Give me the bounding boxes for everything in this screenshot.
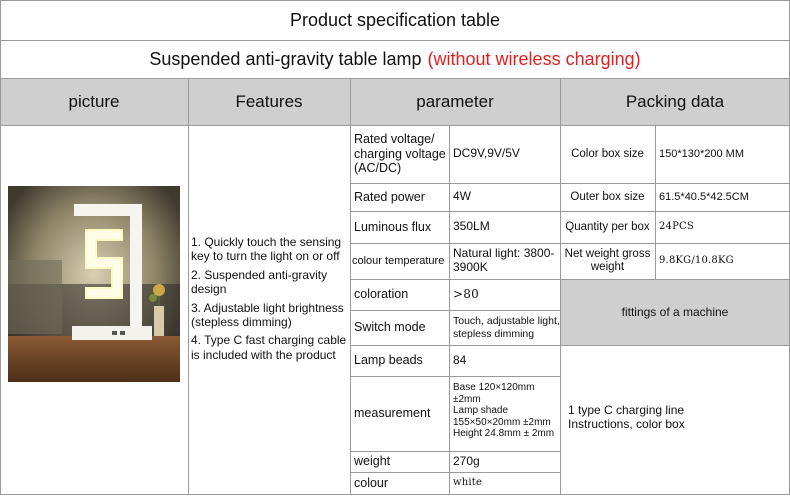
param-value-power: 4W xyxy=(453,189,471,204)
fittings-item: 1 type C charging line xyxy=(568,403,685,417)
fittings-header: fittings of a machine xyxy=(560,279,790,345)
param-value-weight: 270g xyxy=(453,453,480,468)
subtitle-highlight: (without wireless charging) xyxy=(427,48,641,69)
param-label-voltage: Rated voltage/ charging voltage (AC/DC) xyxy=(354,132,446,176)
header-picture: picture xyxy=(68,91,120,111)
param-value-voltage: DC9V,9V/5V xyxy=(453,146,520,161)
feature-item: 4. Type C fast charging cable is included with the product xyxy=(191,333,347,362)
packing-label-outer-box: Outer box size xyxy=(570,191,645,203)
packing-value-color-box: 150*130*200 MM xyxy=(659,147,745,160)
packing-value-outer-box: 61.5*40.5*42.5CM xyxy=(659,190,749,203)
param-value-coloration: >80 xyxy=(453,286,479,301)
packing-value-weight: 9.8KG/10.8KG xyxy=(659,255,734,267)
header-packing: Packing data xyxy=(625,91,725,111)
measurement-line: 155×50×20mm ±2mm xyxy=(453,416,551,428)
fittings-list xyxy=(560,345,790,494)
param-value-flux: 350LM xyxy=(453,219,490,234)
fittings-item: Instructions, color box xyxy=(568,417,685,432)
header-parameter: parameter xyxy=(416,91,494,111)
param-value-measurement xyxy=(449,376,560,451)
param-label-coloration: coloration xyxy=(354,287,409,302)
param-value-switch: Touch, adjustable light, stepless dimming xyxy=(453,315,560,340)
page-title: Product specification table xyxy=(289,9,501,30)
param-value-colour: white xyxy=(453,477,483,489)
lamp-photo xyxy=(8,186,180,382)
param-label-flux: Luminous flux xyxy=(354,219,432,234)
param-label-colour: colour xyxy=(354,475,389,490)
packing-label-weight: Net weight gross weight xyxy=(564,247,651,273)
measurement-line: ±2mm xyxy=(453,393,481,405)
subtitle-main: Suspended anti-gravity table lamp xyxy=(149,48,422,69)
packing-label-quantity: Quantity per box xyxy=(565,221,650,233)
measurement-line: Lamp shade xyxy=(453,405,509,416)
param-label-power: Rated power xyxy=(354,189,425,204)
measurement-line: Base 120×120mm xyxy=(453,382,535,393)
product-subtitle xyxy=(0,40,790,78)
packing-value-quantity: 24PCS xyxy=(659,221,694,233)
packing-label-color-box: Color box size xyxy=(571,148,644,160)
feature-item: 3. Adjustable light brightness (stepless dimming) xyxy=(191,300,344,329)
param-label-weight: weight xyxy=(354,454,391,469)
measurement-line: Height 24.8mm ± 2mm xyxy=(453,428,555,439)
param-value-color-temp: Natural light: 3800-3900K xyxy=(453,246,555,274)
param-label-beads: Lamp beads xyxy=(354,353,423,368)
param-label-measurement: measurement xyxy=(354,406,431,421)
feature-item: 1. Quickly touch the sensing key to turn the light on or off xyxy=(191,235,342,264)
param-label-switch: Switch mode xyxy=(354,320,426,335)
param-label-color-temp: colour temperature xyxy=(352,254,445,267)
features-list xyxy=(188,235,350,395)
feature-item: 2. Suspended anti-gravity design xyxy=(191,267,328,297)
param-value-beads: 84 xyxy=(453,352,467,367)
header-features: Features xyxy=(235,91,303,111)
